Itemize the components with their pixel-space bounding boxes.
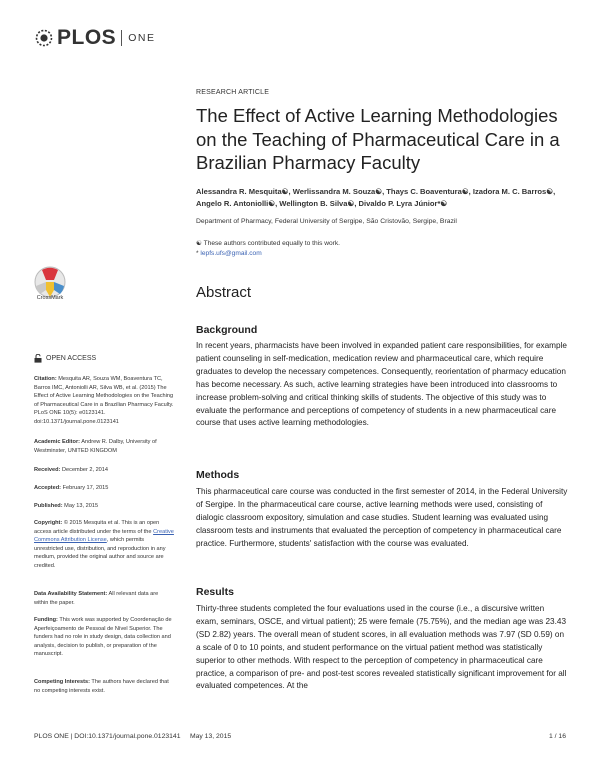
published-block xyxy=(34,502,174,511)
footer-journal-ref: PLOS ONE | DOI:10.1371/journal.pone.0123141 xyxy=(34,733,181,740)
citation-block xyxy=(34,375,174,427)
equal-contribution-note: ☯ These authors contributed equally to this work. xyxy=(196,240,340,247)
crossmark-icon[interactable] xyxy=(30,259,70,309)
email-link[interactable]: lepfs.ufs@gmail.com xyxy=(200,250,262,257)
abstract-heading: Abstract xyxy=(196,284,252,301)
logo-divider xyxy=(121,30,122,46)
editor-block xyxy=(34,438,174,455)
funding-label: Funding: xyxy=(34,617,58,623)
results-text: Thirty-three students completed the four evaluations used in the course (i.e., a discursive written exam, seminars, OSCE, and virtual patient); 25 were female (75.75%), and the median age was 23.43 (SD 2.82) years. The overall mean of student scores, in all evaluation methods was 7.97 (SD 0.59) on a scale of 0 to 10 points, and student performance on the virtual patient method was statistically superior to other methods. With respect to the perception of competency in pharmaceutical care practice, a comparison of pre- and post-test scores revealed statistically significant improvement for all evaluated competences. At the xyxy=(196,604,567,691)
corresponding-email-note xyxy=(196,249,340,259)
logo-one-text: ONE xyxy=(128,32,156,44)
competing-interests-label: Competing Interests: xyxy=(34,679,90,685)
article-title: The Effect of Active Learning Methodologies on the Teaching of Pharmaceutical Care in a Brazilian Pharmacy Faculty xyxy=(196,105,560,173)
published-text: May 13, 2015 xyxy=(64,503,99,509)
page-footer xyxy=(34,733,231,740)
received-text: December 2, 2014 xyxy=(62,467,109,473)
copyright-label: Copyright: xyxy=(34,520,63,526)
funding-text: This work was supported by Coordenação de Aperfeiçoamento de Pessoal de Nível Superior. The funders had no role in study design, data collection and analysis, decision to publish, or preparation of the manuscript. xyxy=(34,617,172,658)
methods-heading: Methods xyxy=(196,469,240,481)
author-list: Alessandra R. Mesquita☯, Werlissandra M. Souza☯, Thays C. Boaventura☯, Izadora M. C. Barros☯, Angelo R. Antoniolli☯, Wellington B. Silva☯, Divaldo P. Lyra Júnior*☯ xyxy=(196,187,556,208)
copyright-block xyxy=(34,519,174,571)
citation-text: Mesquita AR, Souza WM, Boaventura TC, Barros IMC, Antoniolli AR, Silva WB, et al. (2015) The Effect of Active Learning Methodologies on the Teaching of Pharmaceutical Care in a Brazilian Pharmacy Faculty. PLoS ONE 10(5): e0123141. doi:10.1371/journal.pone.0123141 xyxy=(34,376,174,425)
author-notes xyxy=(196,239,340,259)
email-marker: * xyxy=(196,250,201,257)
results-heading: Results xyxy=(196,586,234,598)
competing-interests-block xyxy=(34,678,174,695)
received-label: Received: xyxy=(34,467,61,473)
open-lock-icon xyxy=(34,354,42,363)
crossmark-label: CrossMark xyxy=(36,295,64,301)
editor-text: Andrew R. Dalby, University of Westminster, UNITED KINGDOM xyxy=(34,439,157,454)
background-text: In recent years, pharmacists have been involved in expanded patient care responsibilities, for example patient counseling in self-medication, medication review and pharmaceutical care, which require graduates to develop the necessary competences. Consequently, reorientation of pharmacy education has become necessary. As such, active learning strategies have been introduced into classrooms to increase problem-solving and critical thinking skills of students. The objective of this study was to evaluate the performance and perceptions of competency of students in a new pharmaceutical care course that uses active learning methodologies. xyxy=(196,341,567,428)
received-block xyxy=(34,466,174,475)
copyright-text-end: , which permits unrestricted use, distribution, and reproduction in any medium, provided the original author and source are credited. xyxy=(34,537,166,569)
plos-one-logo xyxy=(34,27,155,49)
article-type: RESEARCH ARTICLE xyxy=(196,89,270,96)
plos-logo-icon xyxy=(34,28,54,48)
page-number: 1 / 16 xyxy=(548,733,566,740)
published-label: Published: xyxy=(34,503,63,509)
data-availability-text: All relevant data are within the paper. xyxy=(34,591,159,606)
license-link[interactable]: Creative Commons Attribution License xyxy=(34,528,174,544)
open-access-label: OPEN ACCESS xyxy=(46,355,97,362)
data-availability-label: Data Availability Statement: xyxy=(34,591,108,597)
data-availability-block xyxy=(34,590,174,607)
copyright-text: © 2015 Mesquita et al. This is an open access article distributed under the terms of the xyxy=(34,520,160,535)
open-access-badge xyxy=(34,354,96,363)
accepted-block xyxy=(34,484,174,493)
background-heading: Background xyxy=(196,324,258,336)
affiliation: Department of Pharmacy, Federal University of Sergipe, São Cristovão, Sergipe, Brazil xyxy=(196,218,457,225)
editor-label: Academic Editor: xyxy=(34,439,81,445)
accepted-label: Accepted: xyxy=(34,485,62,491)
methods-text: This pharmaceutical care course was conducted in the first semester of 2014, in the Federal University of Sergipe. In the pharmaceutical care course, active learning methods were used, consisting of dialogic classroom expository, simulation and case studies. Student learning was evaluated using classroom tests and instruments that evaluated the perception of competency in pharmaceutical care practice. Furthermore, students' satisfaction with the course was evaluated. xyxy=(196,487,568,548)
competing-interests-text: The authors have declared that no competing interests exist. xyxy=(34,679,169,694)
logo-plos-text: PLOS xyxy=(57,26,117,49)
accepted-text: February 17, 2015 xyxy=(62,485,109,491)
funding-block xyxy=(34,616,174,659)
citation-label: Citation: xyxy=(34,376,57,382)
footer-date: May 13, 2015 xyxy=(189,733,232,740)
